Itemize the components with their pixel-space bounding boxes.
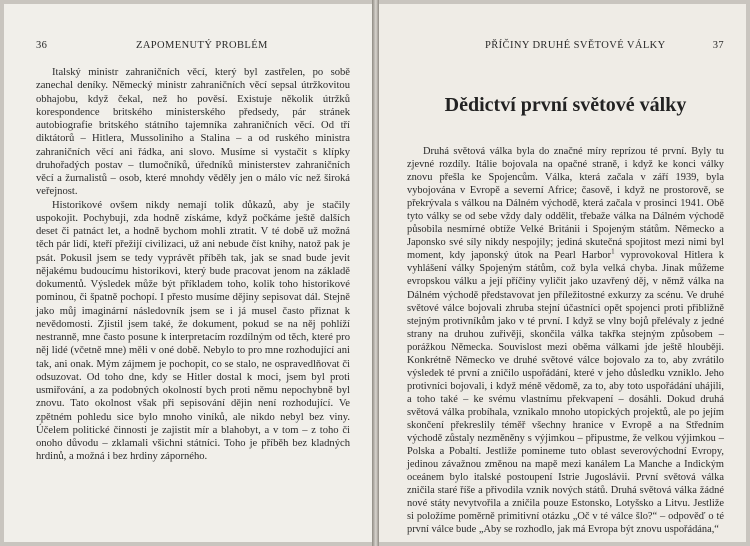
paragraph-text: vyprovokoval Hitlera k vyhlášení války Spojeným státům, což byla velká chyba. Jinak můžeme evropskou válku a její příčiny vyličit jako uzavřený děj, v němž válka na Dálném východě představovat jen příležitostné exkurzy za scénu. Ve druhé světové válce bojovali zhruba stejní účastníci opět spojenci proti přibližně stejným protivníkům jako v té první. I když se vlny bojů přelévaly z jedné strany na druhou zuřivěji, skončila válka takřka stejným způsobem – porážkou Německa. Souvislost mezi oběma válkami jde ještě hlouběji. Konkrétně Německo ve druhé světové válce bojovalo za to, aby zvrátilo výsledek té první a zničilo uspořádání, které v jeho důsledku vzniklo. Jeho protivníci bojovali, i když méně vědomě, za to, aby toto uspořádání uhájili, a toho také – ke svému vlastnímu překvapení – dosáhli. Dokud druhá světová válka probíhala, vznikalo mnoho utopických projektů, ale po jejím skončení překreslily téměř všechny hranice v Evropě a na Středním východě zůstaly nezměněny s výjimkou – připustme, že velkou výjimkou – Polska a Pobaltí. Jestliže pomineme tuto oblast severovýchodní Evropy, jedinou závažnou změnou na mapě mezi kanálem La Manche a Indickým oceánem bylo italské postoupení Istrie Jugoslávii. První světová válka zničila staré říše a přivodila vznik nových států. Druhá světová válka žádné nové státy nevytvořila a zničila pouze Estonsko, Lotyšsko a Litvu. Jestliže si položíme poměrně primitivní otázku „Oč v té válce šlo?“ – odpověď o té první válce bude „Aby se rozhodlo, jak má Evropa být znovu uspořádána,“ <box>407 250 724 536</box>
right-page <box>379 4 746 542</box>
paragraph: Italský ministr zahraničních věcí, který byl zastřelen, po sobě zanechal deníky. Německý ministr zahraničních věcí sepsal útržkovitou obhajobu, když čekal, než ho pověsí. Existuje několik útržků korespondence britského ministerského předsedy, pár stránek autobiografie britského státního tajemníka zahraničních věcí. Od tří diktátorů – Hitlera, Mussoliniho a Stalina – a od ruského ministra zahraničních věcí ani řádka, ani slovo. Musíme si vystačit s klípky druhořadých postav – tlumočníků, úředníků ministerstev zahraničních věcí a žurnalistů – osob, které mnohdy věděly jen o málo víc než široká veřejnost. <box>36 67 350 198</box>
left-page <box>4 4 372 542</box>
left-body-text <box>36 66 350 464</box>
left-running-head <box>36 40 350 66</box>
page-number: 36 <box>36 40 48 51</box>
paragraph-text: Druhá světová válka byla do značné míry reprízou té první. Byly tu zjevné rozdíly. Itálie bojovala na opačné straně, i když ke konci války znovu přešla ke Spojencům. Válka, která začala v září 1939, byla vybojována v Evropě a severní Africe; časově, i když ne prostorově, se překrývala s válkou na Dálném východě, která začala v prosinci 1941. Obě tyto války se od sebe vždy daly oddělit, třebaže válka na Dálném východě působila nesmírné obtíže Velké Británii i Spojeným státům. Německo a Japonsko své síly nikdy nespojily; jediná skutečná spojitost mezi nimi byl moment, kdy japonský útok na Pearl Harbor <box>407 146 724 262</box>
right-body-text <box>407 145 724 536</box>
running-head-title: ZAPOMENUTÝ PROBLÉM <box>136 40 268 51</box>
page-number: 37 <box>712 40 724 51</box>
paragraph <box>407 145 724 536</box>
right-running-head <box>407 40 724 66</box>
footnote-marker[interactable]: 1 <box>611 247 615 256</box>
running-head-title: PŘÍČINY DRUHÉ SVĚTOVÉ VÁLKY <box>485 40 666 51</box>
paragraph: Historikové ovšem nikdy nemají tolik důkazů, aby je stačily uspokojit. Pochybuji, zda hodně získáme, když počkáme ještě dalších deset či patnáct let, a hodně bychom mohli ztratit. V té době už možná těch pár lidí, kteří přežijí civilizaci, už ani nebude číst knihy, natož pak je psát. Pokusil jsem se tedy vyprávět příběh tak, jak se snad bude jevit nějakému budoucímu historikovi, který bude pracovat jenom na základě dokumentů. Výsledek může být příkladem toho, kolik toho historikové pominou, či špatně pochopí. I přesto musíme dějiny sepisovat dál. Stejně jako můj imaginární následovník jsem se i já musel často přiznat k nevědomosti. Zjistil jsem také, že dokument, pokud se na něj pohlíží nestranně, mne často posune k interpretacím rozdílným od těch, které pro něj lidé (včetně mne) měli v oné době. Nebylo to pro mne rozhodující ani tak, ani onak. Mým zájmem je pochopit, co se stalo, ne ospravedlňovat či odsuzovat. Od toho dne, kdy se Hitler dostal k moci, jsem byl proti usmiřování, a za podobných okolností bych proti němu nepochybně byl znovu. Tato okolnost však při sepisování dějin není rozhodující. Ve zpětném pohledu sice bylo mnoho viníků, ale nikdo nebyl bez viny. Účelem politické činnosti je zajistit mír a blahobyt, a v tom – z toho či onoho důvodu – zklamali všichni státníci. Toho je příběh bez kladných hrdinů, a možná i bez hrdiny záporného. <box>36 199 350 463</box>
book-gutter <box>372 0 379 546</box>
chapter-title: Dědictví první světové války <box>444 94 687 116</box>
